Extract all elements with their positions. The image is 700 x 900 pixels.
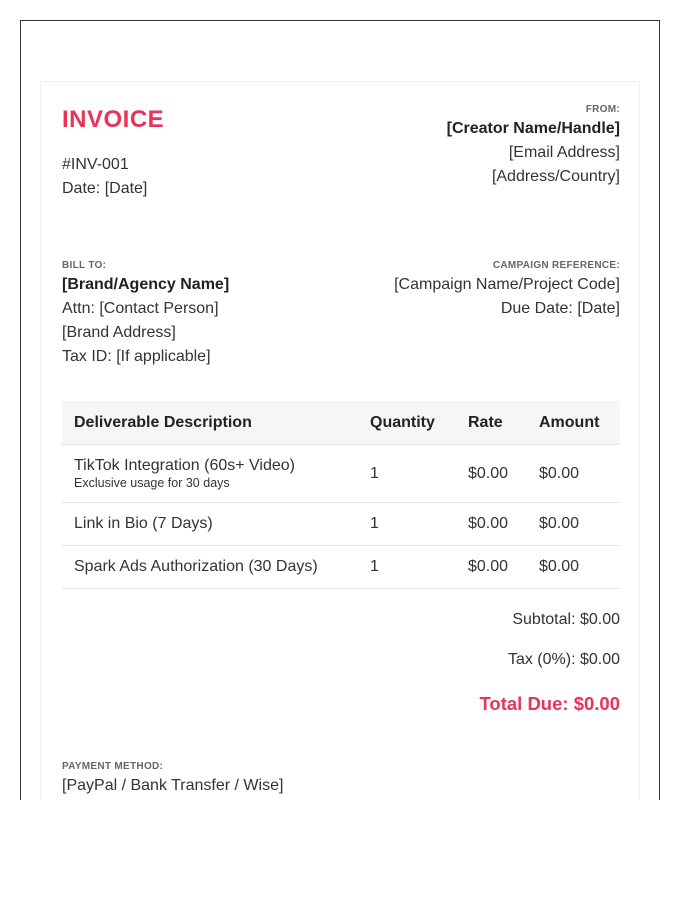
bill-to-tax-id: Tax ID: [If applicable] [62,348,211,365]
row-quantity: 1 [358,503,456,546]
header-description: Deliverable Description [62,401,358,445]
from-section [447,104,620,189]
bill-to-label: BILL TO: [62,260,107,271]
campaign-due-date: Due Date: [Date] [500,300,620,317]
row-description: Spark Ads Authorization (30 Days) [62,546,358,589]
row-rate: $0.00 [456,546,527,589]
from-email: [Email Address] [508,144,620,161]
header-rate: Rate [456,401,527,445]
invoice-title: INVOICE [62,106,165,133]
table-row [62,546,620,589]
bill-to-name: [Brand/Agency Name] [62,276,230,293]
bill-to-section [62,260,229,369]
row-quantity: 1 [358,546,456,589]
bill-to-address: [Brand Address] [62,324,176,341]
subtotal: Subtotal: $0.00 [512,611,620,628]
tax-line: Tax (0%): $0.00 [507,651,620,668]
row-rate: $0.00 [456,503,527,546]
invoice-date: Date: [Date] [62,180,148,197]
campaign-section [394,260,620,321]
payment-method: [PayPal / Bank Transfer / Wise] [62,777,284,794]
row-description-cell [62,445,358,503]
campaign-label: CAMPAIGN REFERENCE: [492,260,620,271]
table-row [62,503,620,546]
invoice-number: #INV-001 [62,156,129,173]
row-amount: $0.00 [527,546,620,589]
row-note: Exclusive usage for 30 days [74,476,230,490]
header-quantity: Quantity [358,401,456,445]
campaign-name: [Campaign Name/Project Code] [394,276,620,293]
payment-label: PAYMENT METHOD: [62,761,164,772]
header-amount: Amount [527,401,620,445]
row-description: Link in Bio (7 Days) [62,503,358,546]
row-amount: $0.00 [527,445,620,503]
row-quantity: 1 [358,445,456,503]
from-address: [Address/Country] [491,168,620,185]
from-name: [Creator Name/Handle] [446,120,620,137]
total-due: Total Due: $0.00 [479,693,620,714]
row-rate: $0.00 [456,445,527,503]
row-description: TikTok Integration (60s+ Video) [74,457,296,474]
row-amount: $0.00 [527,503,620,546]
table-header-row [62,401,620,445]
payment-section [62,761,283,798]
from-label: FROM: [585,104,620,115]
bill-to-attn: Attn: [Contact Person] [62,300,219,317]
deliverables-table [62,401,620,589]
table-row [62,445,620,503]
